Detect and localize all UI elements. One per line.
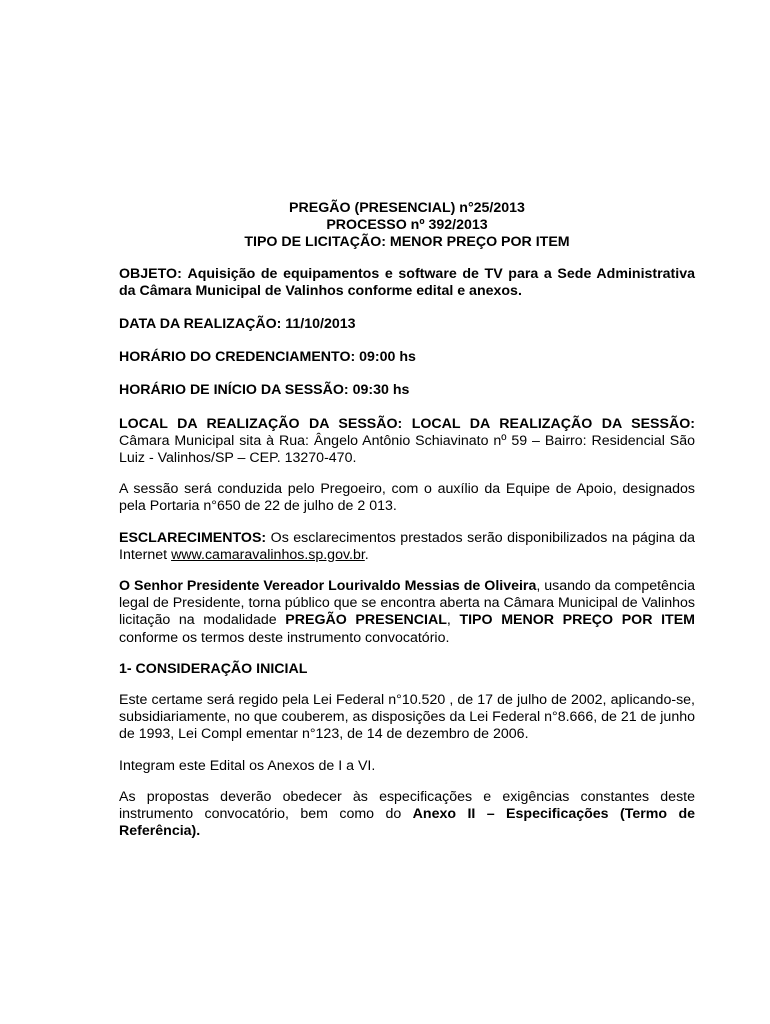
horario-inicio-sessao: HORÁRIO DE INÍCIO DA SESSÃO: 09:30 hs xyxy=(119,382,410,399)
objeto-text: Aquisição de equipamentos e software de TV para a Sede Administrativa da Câmara Municipal de Valinhos conforme edital e anexos. xyxy=(119,265,695,299)
presidente-name: O Senhor Presidente Vereador Lourivaldo Messias de Oliveira xyxy=(119,578,537,595)
presidente-text3: conforme os termos deste instrumento convocatório. xyxy=(119,629,450,646)
local-paragraph xyxy=(119,416,695,468)
camara-website-link[interactable]: www.camaravalinhos.sp.gov.br xyxy=(171,546,365,563)
data-realizacao: DATA DA REALIZAÇÃO: 11/10/2013 xyxy=(119,316,356,333)
header-processo: PROCESSO nº 392/2013 xyxy=(326,217,488,234)
esclarecimentos-label: ESCLARECIMENTOS: xyxy=(119,529,267,546)
anexos-paragraph: Integram este Edital os Anexos de I a VI. xyxy=(119,757,376,774)
esclarecimentos-text: Os esclarecimentos prestados serão disponibilizados na página da Internet xyxy=(119,529,695,563)
modalidade-pregao: PREGÃO PRESENCIAL xyxy=(285,612,447,629)
presidente-text1: , usando da competência legal de Presidente, torna público que se encontra aberta na Câmara Municipal de Valinhos licitação na modalidade xyxy=(119,578,695,629)
horario-credenciamento: HORÁRIO DO CREDENCIAMENTO: 09:00 hs xyxy=(119,349,416,366)
edital-body xyxy=(119,200,695,840)
propostas-paragraph xyxy=(119,789,695,841)
objeto-label: OBJETO: xyxy=(119,265,182,282)
presidente-paragraph xyxy=(119,578,695,647)
tipo-menor-preco: TIPO MENOR PREÇO POR ITEM xyxy=(459,612,695,629)
document-header xyxy=(119,200,695,252)
esclarecimentos-paragraph xyxy=(119,530,695,564)
esclarecimentos-end: . xyxy=(364,546,369,563)
section-title-consideracao-inicial: 1- CONSIDERAÇÃO INICIAL xyxy=(119,660,308,677)
lei-federal-paragraph: Este certame será regido pela Lei Federal n°10.520 , de 17 de julho de 2002, aplicando-se, subsidiariamente, no que couberem, as disposições da Lei Federal n°8.666, de 21 de junho de 1993, Lei Compl ementar n°123, de 14 de dezembro de 2006. xyxy=(119,692,695,743)
header-tipo-licitacao: TIPO DE LICITAÇÃO: MENOR PREÇO POR ITEM xyxy=(244,234,570,251)
anexo-ii-reference: Anexo II – Especificações (Termo de Referência). xyxy=(119,806,695,840)
local-text: Câmara Municipal sita à Rua: Ângelo Antônio Schiavinato nº 59 – Bairro: Residencial São Luiz - Valinhos/SP – CEP. 13270-470. xyxy=(119,432,695,467)
propostas-text: As propostas deverão obedecer às especificações e exigências constantes deste instrumento convocatório, bem como do xyxy=(119,788,695,823)
objeto-paragraph xyxy=(119,266,695,300)
presidente-text2: , xyxy=(446,612,460,629)
sessao-paragraph: A sessão será conduzida pelo Pregoeiro, com o auxílio da Equipe de Apoio, designados pela Portaria n°650 de 22 de julho de 2 013. xyxy=(119,481,695,515)
header-pregao: PREGÃO (PRESENCIAL) n°25/2013 xyxy=(289,200,525,216)
local-label: LOCAL DA REALIZAÇÃO DA SESSÃO: LOCAL DA REALIZAÇÃO DA SESSÃO: xyxy=(119,415,695,432)
